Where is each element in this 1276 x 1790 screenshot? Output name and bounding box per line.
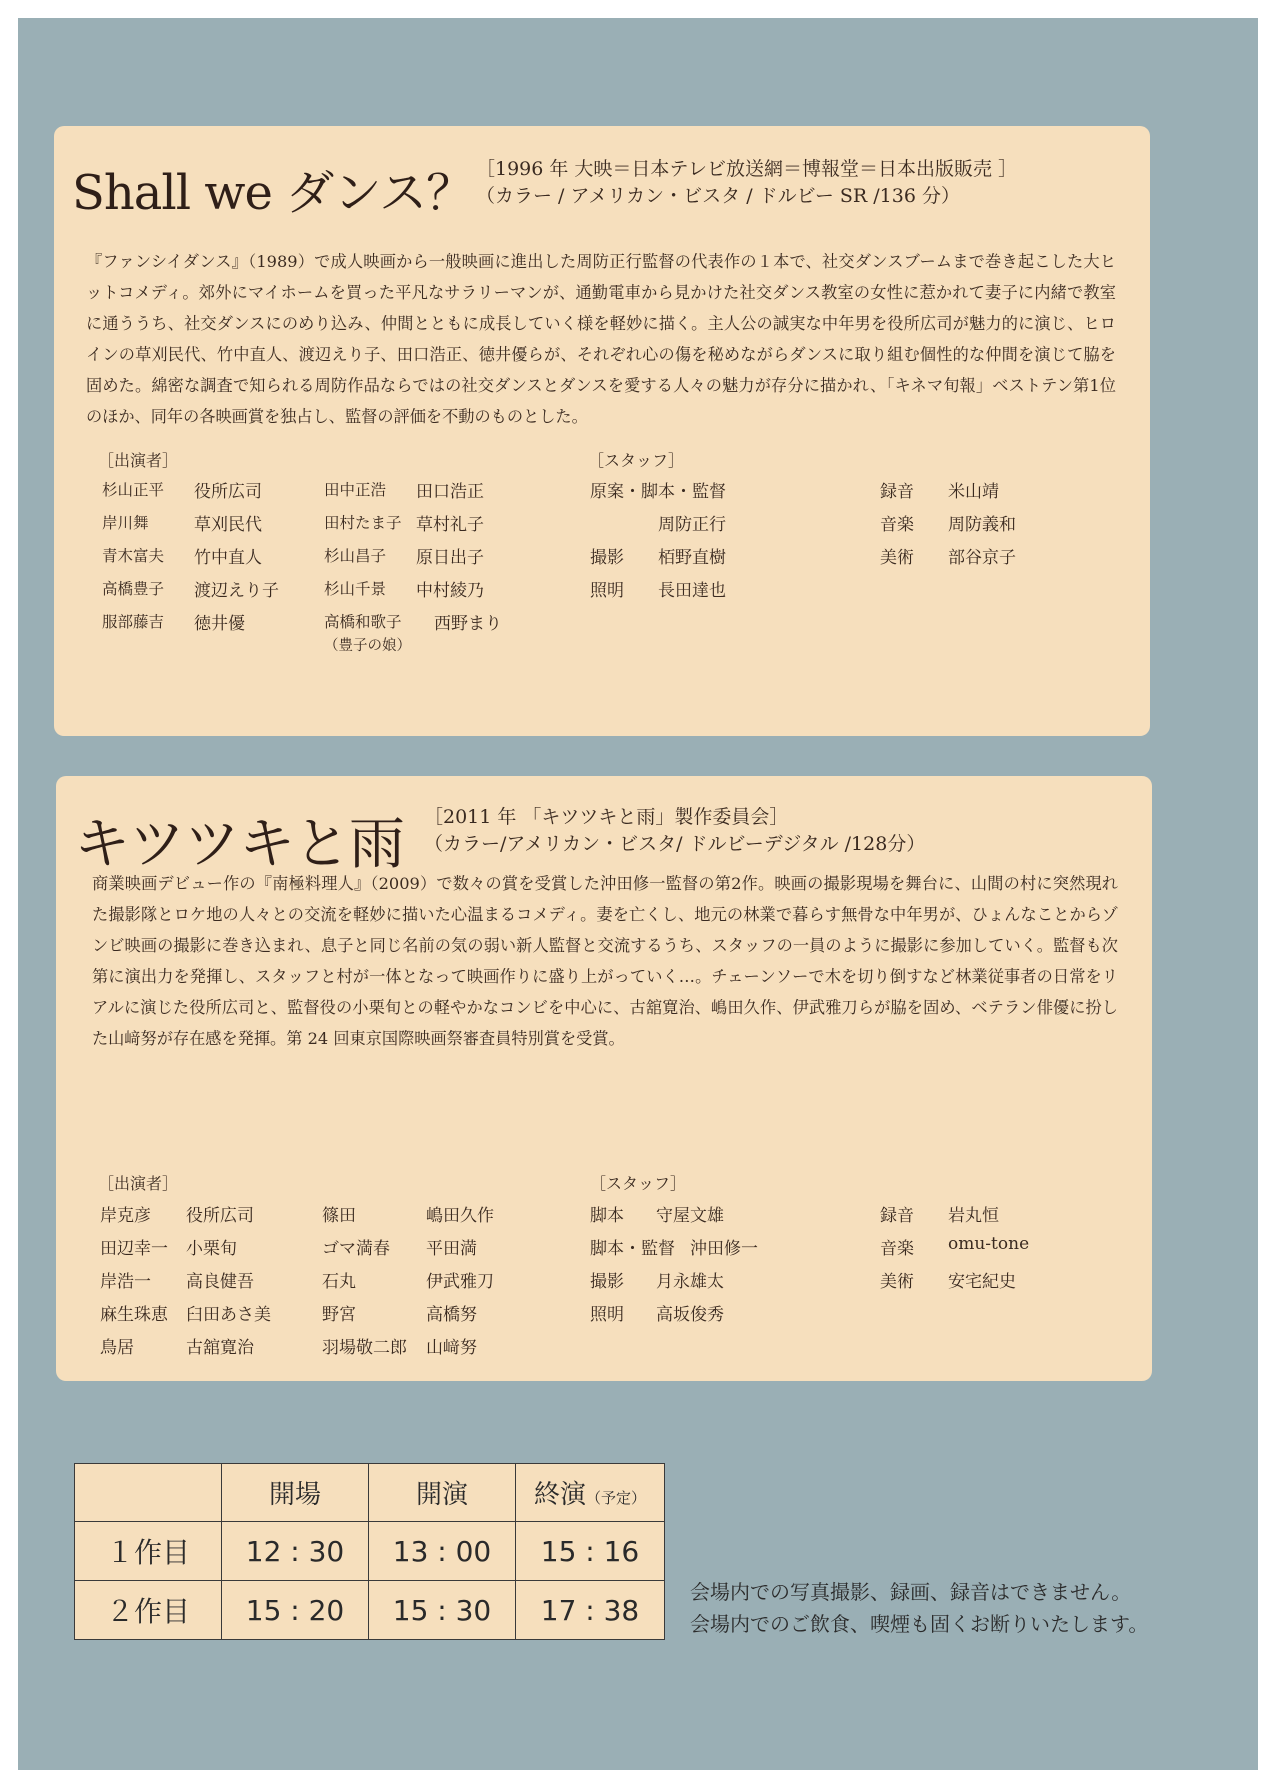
cast-actor: 役所広司	[186, 1206, 254, 1226]
cast-actor: 役所広司	[194, 482, 262, 502]
film-card-kitsutsuki-to-ame	[56, 776, 1152, 1381]
cast-role: 麻生珠恵	[100, 1305, 168, 1325]
staff-name: 安宅紀史	[948, 1272, 1016, 1292]
staff-name: 周防正行	[658, 515, 726, 535]
staff-role: 録音	[880, 1206, 914, 1226]
schedule-table	[74, 1463, 665, 1640]
film-synopsis: 商業映画デビュー作の『南極料理人』（2009）で数々の賞を受賞した沖田修一監督の第2作。映画の撮影現場を舞台に、山間の村に突然現れた撮影隊とロケ地の人々との交流を軽妙に描いた心温まるコメディ。妻を亡くし、地元の林業で暮らす無骨な中年男が、ひょんなことからゾンビ映画の撮影に巻き込まれ、息子と同じ名前の気の弱い新人監督と交流するうち、スタッフの一員のように撮影に参加していく。監督も次第に演出力を発揮し、スタッフと村が一体となって映画作りに盛り上がっていく…。チェーンソーで木を切り倒すなど林業従事者の日常をリアルに演じた役所広司と、監督役の小栗旬との軽やかなコンビを中心に、古舘寛治、嶋田久作、伊武雅刀らが脇を固め、ベテラン俳優に扮した山﨑努が存在感を発揮。第 24 回東京国際映画祭審査員特別賞を受賞。	[92, 874, 1118, 1048]
schedule-corner-cell	[75, 1464, 222, 1522]
film-production-info	[476, 156, 1017, 210]
staff-role: 照明	[590, 581, 624, 601]
staff-name: 米山靖	[948, 482, 999, 502]
staff-name: 栢野直樹	[658, 548, 726, 568]
notice-line: 会場内での写真撮影、録画、録音はできません。	[690, 1580, 1132, 1604]
cast-heading: ［出演者］	[98, 1174, 179, 1193]
cast-role: 野宮	[322, 1305, 356, 1325]
venue-notice	[690, 1576, 1148, 1640]
cast-actor: 原日出子	[416, 548, 484, 568]
cast-role: 杉山千景	[324, 580, 387, 598]
notice-line: 会場内でのご飲食、喫煙も固くお断りいたします。	[690, 1612, 1149, 1636]
cast-actor: 古舘寛治	[186, 1338, 254, 1358]
header-end	[516, 1464, 665, 1522]
staff-name: 周防義和	[948, 515, 1016, 535]
header-doors-open: 開場	[222, 1464, 369, 1522]
staff-role: 録音	[880, 482, 914, 502]
header-start: 開演	[369, 1464, 516, 1522]
cast-actor: 平田満	[426, 1239, 477, 1259]
staff-name: 岩丸恒	[948, 1206, 999, 1226]
staff-role: 脚本・監督	[590, 1239, 675, 1259]
film-card-shall-we-dance	[54, 126, 1150, 736]
staff-role: 美術	[880, 548, 914, 568]
cast-actor: 高良健吾	[186, 1272, 254, 1292]
cast-actor: 臼田あさ美	[186, 1305, 271, 1325]
cast-actor: 嶋田久作	[426, 1206, 494, 1226]
format-line: （カラー / アメリカン・ビスタ / ドルビー SR /136 分）	[476, 185, 960, 207]
cast-role: 田辺幸一	[100, 1239, 168, 1259]
film-title: Shall we ダンス？	[72, 165, 474, 221]
cast-actor: 伊武雅刀	[426, 1272, 494, 1292]
schedule-header-row	[75, 1464, 665, 1522]
staff-heading: ［スタッフ］	[590, 1174, 687, 1193]
cast-role: 岸川舞	[102, 514, 149, 532]
table-row	[75, 1522, 665, 1581]
cast-role-note: （豊子の娘）	[324, 638, 411, 654]
cast-actor: 田口浩正	[416, 482, 484, 502]
staff-name: 守屋文雄	[656, 1206, 724, 1226]
staff-role: 照明	[590, 1305, 624, 1325]
cast-heading: ［出演者］	[98, 451, 179, 470]
staff-role: 音楽	[880, 1239, 914, 1259]
start-time: 13 : 00	[369, 1522, 516, 1581]
staff-heading: ［スタッフ］	[588, 451, 685, 470]
film-synopsis: 『ファンシイダンス』（1989）で成人映画から一般映画に進出した周防正行監督の代表作の１本で、社交ダンスブームまで巻き起こした大ヒットコメディ。郊外にマイホームを買った平凡なサラリーマンが、通勤電車から見かけた社交ダンス教室の女性に惹かれて妻子に内緒で教室に通ううち、社交ダンスにのめり込み、仲間とともに成長していく様を軽妙に描く。主人公の誠実な中年男を役所広司が魅力的に演じ、ヒロインの草刈民代、竹中直人、渡辺えり子、田口浩正、徳井優らが、それぞれ心の傷を秘めながらダンスに取り組む個性的な仲間を演じて脇を固めた。綿密な調査で知られる周防作品ならではの社交ダンスとダンスを愛する人々の魅力が存分に描かれ、「キネマ旬報」ベストテン第1位のほか、同年の各映画賞を独占し、監督の評価を不動のものとした。	[86, 252, 1116, 426]
cast-actor: 小栗旬	[186, 1239, 237, 1259]
cast-role: 杉山正平	[102, 481, 165, 499]
cast-actor: 竹中直人	[194, 548, 262, 568]
cast-actor: 高橋努	[426, 1305, 477, 1325]
cast-role: 青木富夫	[102, 547, 165, 565]
end-time: 15 : 16	[516, 1522, 665, 1581]
cast-role: 鳥居	[100, 1338, 134, 1358]
film-title: キツツキと雨	[74, 812, 404, 877]
cast-role: 田中正浩	[324, 481, 387, 499]
film-production-info	[424, 804, 925, 858]
staff-name: 月永雄太	[656, 1272, 724, 1292]
cast-role: 高橋和歌子	[324, 613, 402, 631]
cast-actor: 草村礼子	[416, 515, 484, 535]
cast-role: 高橋豊子	[102, 580, 165, 598]
cast-actor: 山﨑努	[426, 1338, 477, 1358]
cast-actor: 中村綾乃	[416, 581, 484, 601]
cast-actor: 西野まり	[434, 614, 502, 634]
cast-actor: 草刈民代	[194, 515, 262, 535]
cast-role: 服部藤吉	[102, 613, 165, 631]
staff-name: 部谷京子	[948, 548, 1016, 568]
format-line: （カラー/アメリカン・ビスタ/ ドルビーデジタル /128分）	[424, 833, 926, 855]
cast-role: 岸克彦	[100, 1206, 151, 1226]
row-label: １作目	[75, 1522, 222, 1581]
staff-role: 撮影	[590, 548, 624, 568]
start-time: 15 : 30	[369, 1581, 516, 1640]
table-row	[75, 1581, 665, 1640]
cast-role: ゴマ満春	[322, 1239, 390, 1259]
staff-name: 長田達也	[658, 581, 726, 601]
cast-role: 篠田	[322, 1206, 356, 1226]
staff-role: 音楽	[880, 515, 914, 535]
cast-role: 羽場敬二郎	[322, 1338, 407, 1358]
staff-name: 沖田修一	[690, 1239, 758, 1259]
end-time: 17 : 38	[516, 1581, 665, 1640]
header-end-note: （予定）	[586, 1489, 647, 1507]
cast-role: 岸浩一	[100, 1272, 151, 1292]
staff-role: 美術	[880, 1272, 914, 1292]
cast-actor: 徳井優	[194, 614, 245, 634]
doors-open-time: 12 : 30	[222, 1522, 369, 1581]
row-label: ２作目	[75, 1581, 222, 1640]
staff-name: omu-tone	[948, 1234, 1030, 1254]
staff-name: 高坂俊秀	[656, 1305, 724, 1325]
header-end-label: 終演	[533, 1480, 586, 1510]
cast-actor: 渡辺えり子	[194, 581, 279, 601]
staff-role: 撮影	[590, 1272, 624, 1292]
staff-role: 原案・脚本・監督	[590, 482, 726, 502]
production-line: ［1996 年 大映＝日本テレビ放送網＝博報堂＝日本出版販売 ］	[476, 158, 1018, 180]
cast-role: 杉山昌子	[324, 547, 387, 565]
doors-open-time: 15 : 20	[222, 1581, 369, 1640]
cast-role: 田村たま子	[324, 514, 402, 532]
staff-role: 脚本	[590, 1206, 624, 1226]
cast-role: 石丸	[322, 1272, 356, 1292]
production-line: ［2011 年 「キツツキと雨」製作委員会］	[424, 806, 789, 828]
